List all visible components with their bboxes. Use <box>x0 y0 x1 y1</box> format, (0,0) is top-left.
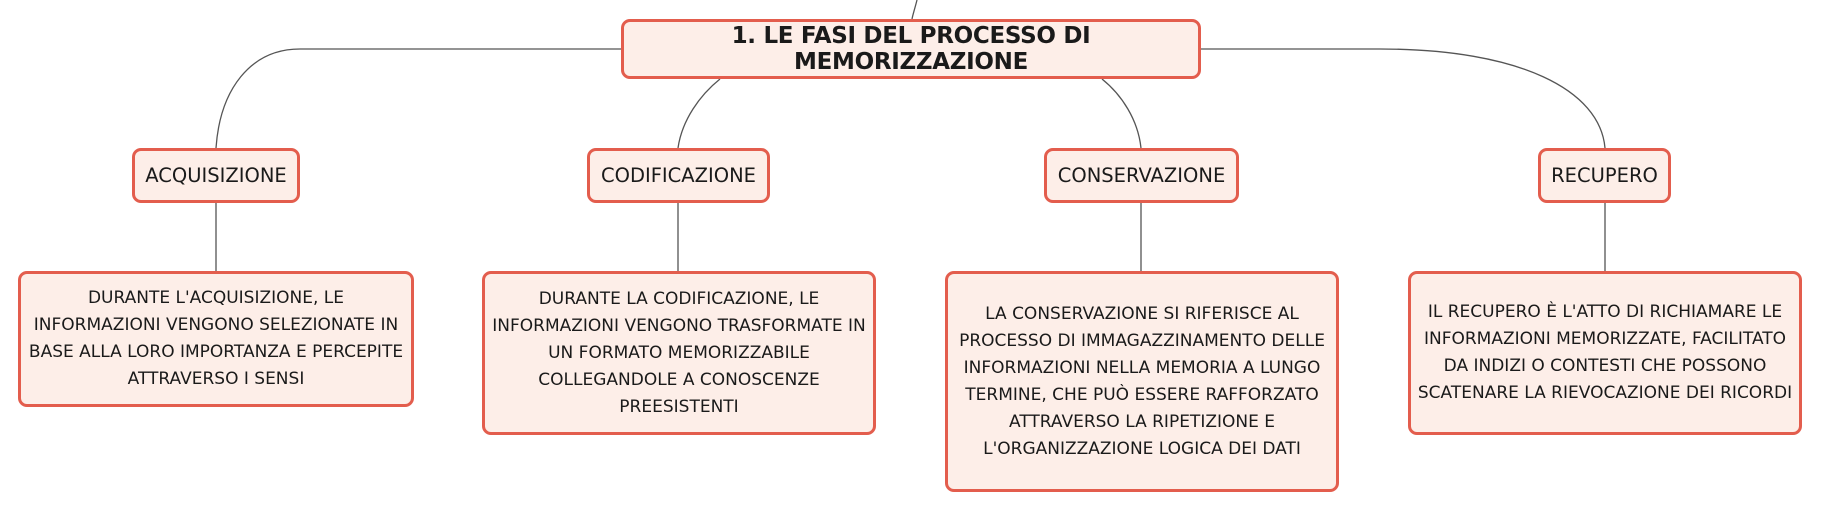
phase-node-recupero[interactable] <box>1538 148 1671 203</box>
root-topic-node[interactable] <box>621 19 1201 79</box>
connector-to-parent <box>912 0 917 19</box>
description-node-acquisizione[interactable] <box>18 271 414 407</box>
description-text: DURANTE LA CODIFICAZIONE, LE INFORMAZIONI VENGONO TRASFORMATE IN UN FORMATO MEMORIZZABILE COLLEGANDOLE A CONOSCENZE PREESISTENTI <box>492 288 866 417</box>
description-text: DURANTE L'ACQUISIZIONE, LE INFORMAZIONI VENGONO SELEZIONATE IN BASE ALLA LORO IMPORTANZA E PERCEPITE ATTRAVERSO I SENSI <box>28 288 404 389</box>
description-node-recupero[interactable] <box>1408 271 1802 435</box>
phase-node-codificazione[interactable] <box>587 148 770 203</box>
phase-node-conservazione[interactable] <box>1044 148 1239 203</box>
connector-root-codificazione <box>678 79 720 148</box>
phase-label: CODIFICAZIONE <box>600 164 757 187</box>
root-topic-title: 1. LE FASI DEL PROCESSO DI MEMORIZZAZIONE <box>731 23 1091 75</box>
description-node-conservazione[interactable] <box>945 271 1339 492</box>
phase-node-acquisizione[interactable] <box>132 148 300 203</box>
phase-label: RECUPERO <box>1551 164 1658 187</box>
phase-label: ACQUISIZIONE <box>145 164 287 187</box>
description-text: LA CONSERVAZIONE SI RIFERISCE AL PROCESSO DI IMMAGAZZINAMENTO DELLE INFORMAZIONI NELLA MEMORIA A LUNGO TERMINE, CHE PUÒ ESSERE RAFFORZATO ATTRAVERSO LA RIPETIZIONE E L'ORGANIZZAZIONE LOGICA DEI DATI <box>959 303 1325 459</box>
phase-label: CONSERVAZIONE <box>1057 164 1226 187</box>
description-node-codificazione[interactable] <box>482 271 876 435</box>
connector-root-recupero <box>1201 49 1605 148</box>
connector-root-acquisizione <box>216 49 621 148</box>
connector-root-conservazione <box>1102 79 1141 148</box>
description-text: IL RECUPERO È L'ATTO DI RICHIAMARE LE INFORMAZIONI MEMORIZZATE, FACILITATO DA INDIZI O CONTESTI CHE POSSONO SCATENARE LA RIEVOCAZIONE DEI RICORDI <box>1417 302 1793 403</box>
